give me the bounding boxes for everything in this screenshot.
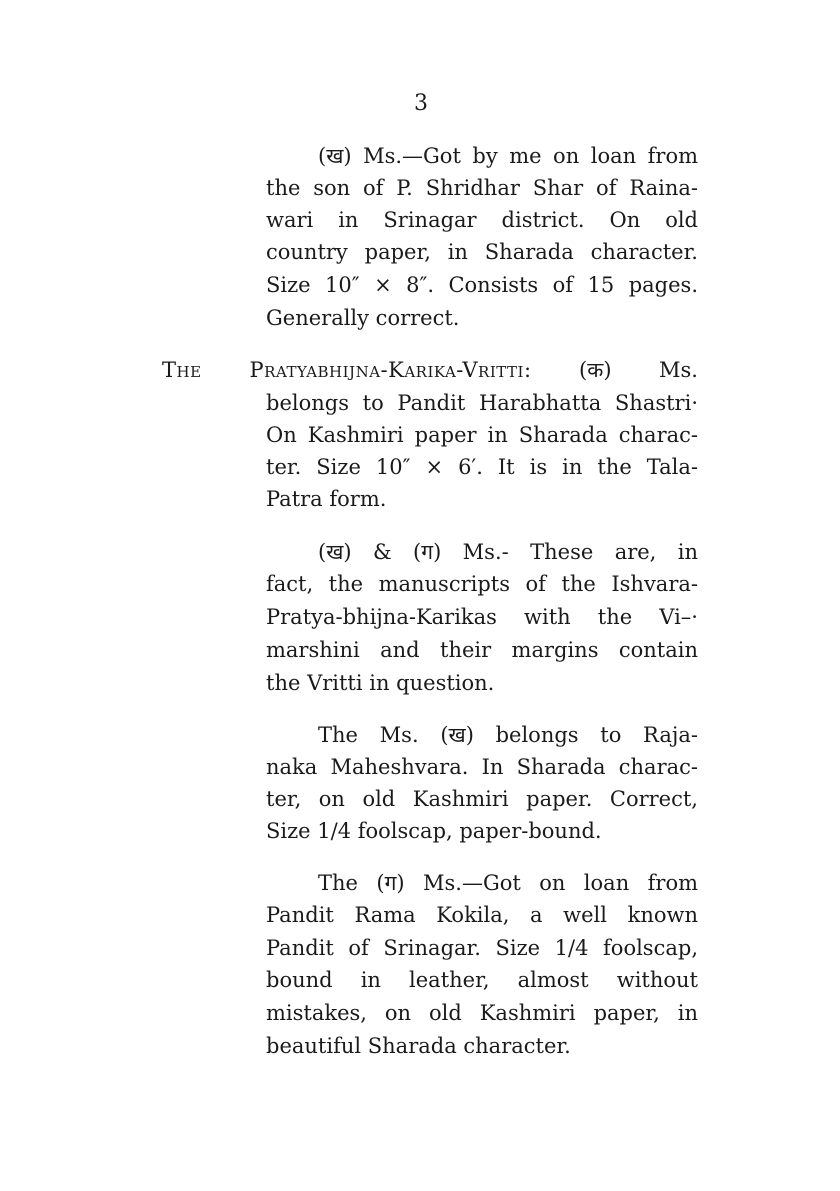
entry-heading-rest: (क) Ms. [579, 358, 698, 382]
page-number: 3 [414, 91, 428, 116]
text-line: the Vritti in question. [266, 671, 495, 695]
text-line: ter. Size 10″ × 6′. It is in the Tala- [266, 455, 698, 479]
text-line: The (ग) Ms.—Got on loan from [318, 871, 698, 895]
text-line: naka Maheshvara. In Sharada charac- [266, 755, 698, 779]
text-line: mistakes, on old Kashmiri paper, in [266, 1001, 698, 1025]
text-line: country paper, in Sharada character. [266, 240, 698, 264]
text-line: Pratya-bhijna-Karikas with the Vi–· [266, 605, 698, 629]
text-line: belongs to Pandit Harabhatta Shastri· [266, 391, 698, 415]
text-line: Generally correct. [266, 306, 460, 330]
text-line: On Kashmiri paper in Sharada charac- [266, 423, 698, 447]
text-line: Pandit of Srinagar. Size 1/4 foolscap, [266, 936, 698, 960]
text-line: ter, on old Kashmiri paper. Correct, [266, 787, 698, 811]
text-line: the son of P. Shridhar Shar of Raina- [266, 176, 698, 200]
text-line: Size 10″ × 8″. Consists of 15 pages. [266, 273, 698, 297]
text-line: wari in Srinagar district. On old [266, 208, 698, 232]
text-line: The Ms. (ख) belongs to Raja- [318, 723, 698, 747]
entry-heading-line [162, 354, 698, 386]
entry-heading-title: The Pratyabhijna-Karika-Vritti: [162, 358, 532, 382]
text-line: Size 1/4 foolscap, paper-bound. [266, 819, 602, 843]
text-line: Patra form. [266, 487, 387, 511]
text-line: (ख) & (ग) Ms.- These are, in [318, 540, 698, 564]
text-line: beautiful Sharada character. [266, 1034, 571, 1058]
text-line: fact, the manuscripts of the Ishvara- [266, 572, 698, 596]
text-line: bound in leather, almost without [266, 968, 698, 992]
text-line: Pandit Rama Kokila, a well known [266, 903, 698, 927]
text-line: marshini and their margins contain [266, 638, 698, 662]
text-line: (ख) Ms.—Got by me on loan from [318, 144, 698, 168]
